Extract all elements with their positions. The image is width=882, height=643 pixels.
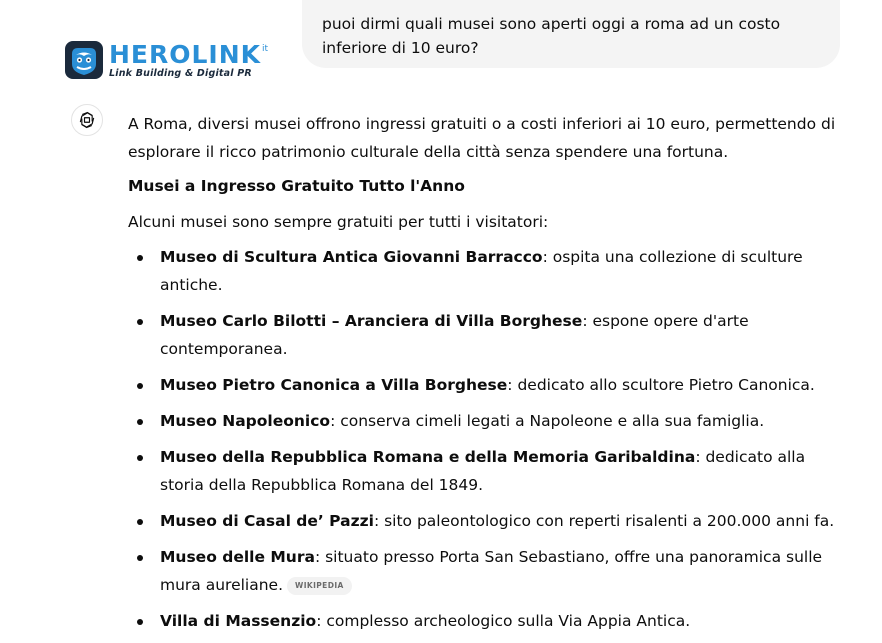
section-heading: Musei a Ingresso Gratuito Tutto l'Anno [128, 177, 465, 195]
herolink-logo [64, 40, 268, 80]
openai-logo-icon [77, 110, 97, 130]
museum-desc: : situato presso Porta San Sebastiano, offre una panoramica sulle mura aureliane. [160, 548, 823, 594]
logo-tagline: Link Building & Digital PR [109, 67, 252, 79]
list-item [128, 407, 848, 435]
list-item [128, 243, 848, 299]
museum-desc: : complesso archeologico sulla Via Appia Antica. [316, 612, 691, 630]
museum-desc: : ospita una collezione di sculture antiche. [160, 248, 803, 294]
museum-desc: : espone opere d'arte contemporanea. [160, 312, 749, 358]
user-message-text: puoi dirmi quali musei sono aperti oggi a roma ad un costo inferiore di 10 euro? [322, 15, 781, 57]
user-message-bubble [302, 0, 840, 68]
museum-name: Museo Carlo Bilotti – Aranciera di Villa Borghese [160, 312, 583, 330]
museum-name: Museo di Scultura Antica Giovanni Barracco [160, 248, 543, 266]
museum-name: Museo Napoleonico [160, 412, 331, 430]
museum-desc: : dedicato allo scultore Pietro Canonica. [507, 376, 815, 394]
museum-name: Museo di Casal de’ Pazzi [160, 512, 374, 530]
source-citation-button[interactable]: WIKIPEDIA [287, 577, 352, 595]
museum-name: Museo della Repubblica Romana e della Memoria Garibaldina [160, 448, 696, 466]
museum-name: Museo Pietro Canonica a Villa Borghese [160, 376, 508, 394]
list-item [128, 543, 848, 599]
list-item [128, 371, 848, 399]
museum-name: Villa di Massenzio [160, 612, 317, 630]
assistant-response [128, 110, 848, 643]
section-lead: Alcuni musei sono sempre gratuiti per tutti i visitatori: [128, 213, 549, 231]
list-item [128, 443, 848, 499]
list-item [128, 507, 848, 535]
list-item [128, 307, 848, 363]
list-item [128, 607, 848, 635]
museum-list [128, 243, 848, 635]
museum-name: Museo delle Mura [160, 548, 315, 566]
logo-name: HEROLINK [109, 39, 262, 69]
museum-desc: : sito paleontologico con reperti risalenti a 200.000 anni fa. [373, 512, 835, 530]
museum-desc: : dedicato alla storia della Repubblica Romana del 1849. [160, 448, 806, 494]
museum-desc: : conserva cimeli legati a Napoleone e alla sua famiglia. [330, 412, 765, 430]
herolink-mark-icon [64, 40, 104, 80]
assistant-avatar [71, 104, 103, 136]
response-intro: A Roma, diversi musei offrono ingressi gratuiti o a costi inferiori ai 10 euro, permettendo di esplorare il ricco patrimonio culturale della città senza spendere una fortuna. [128, 115, 836, 161]
logo-tld: it [262, 43, 269, 54]
